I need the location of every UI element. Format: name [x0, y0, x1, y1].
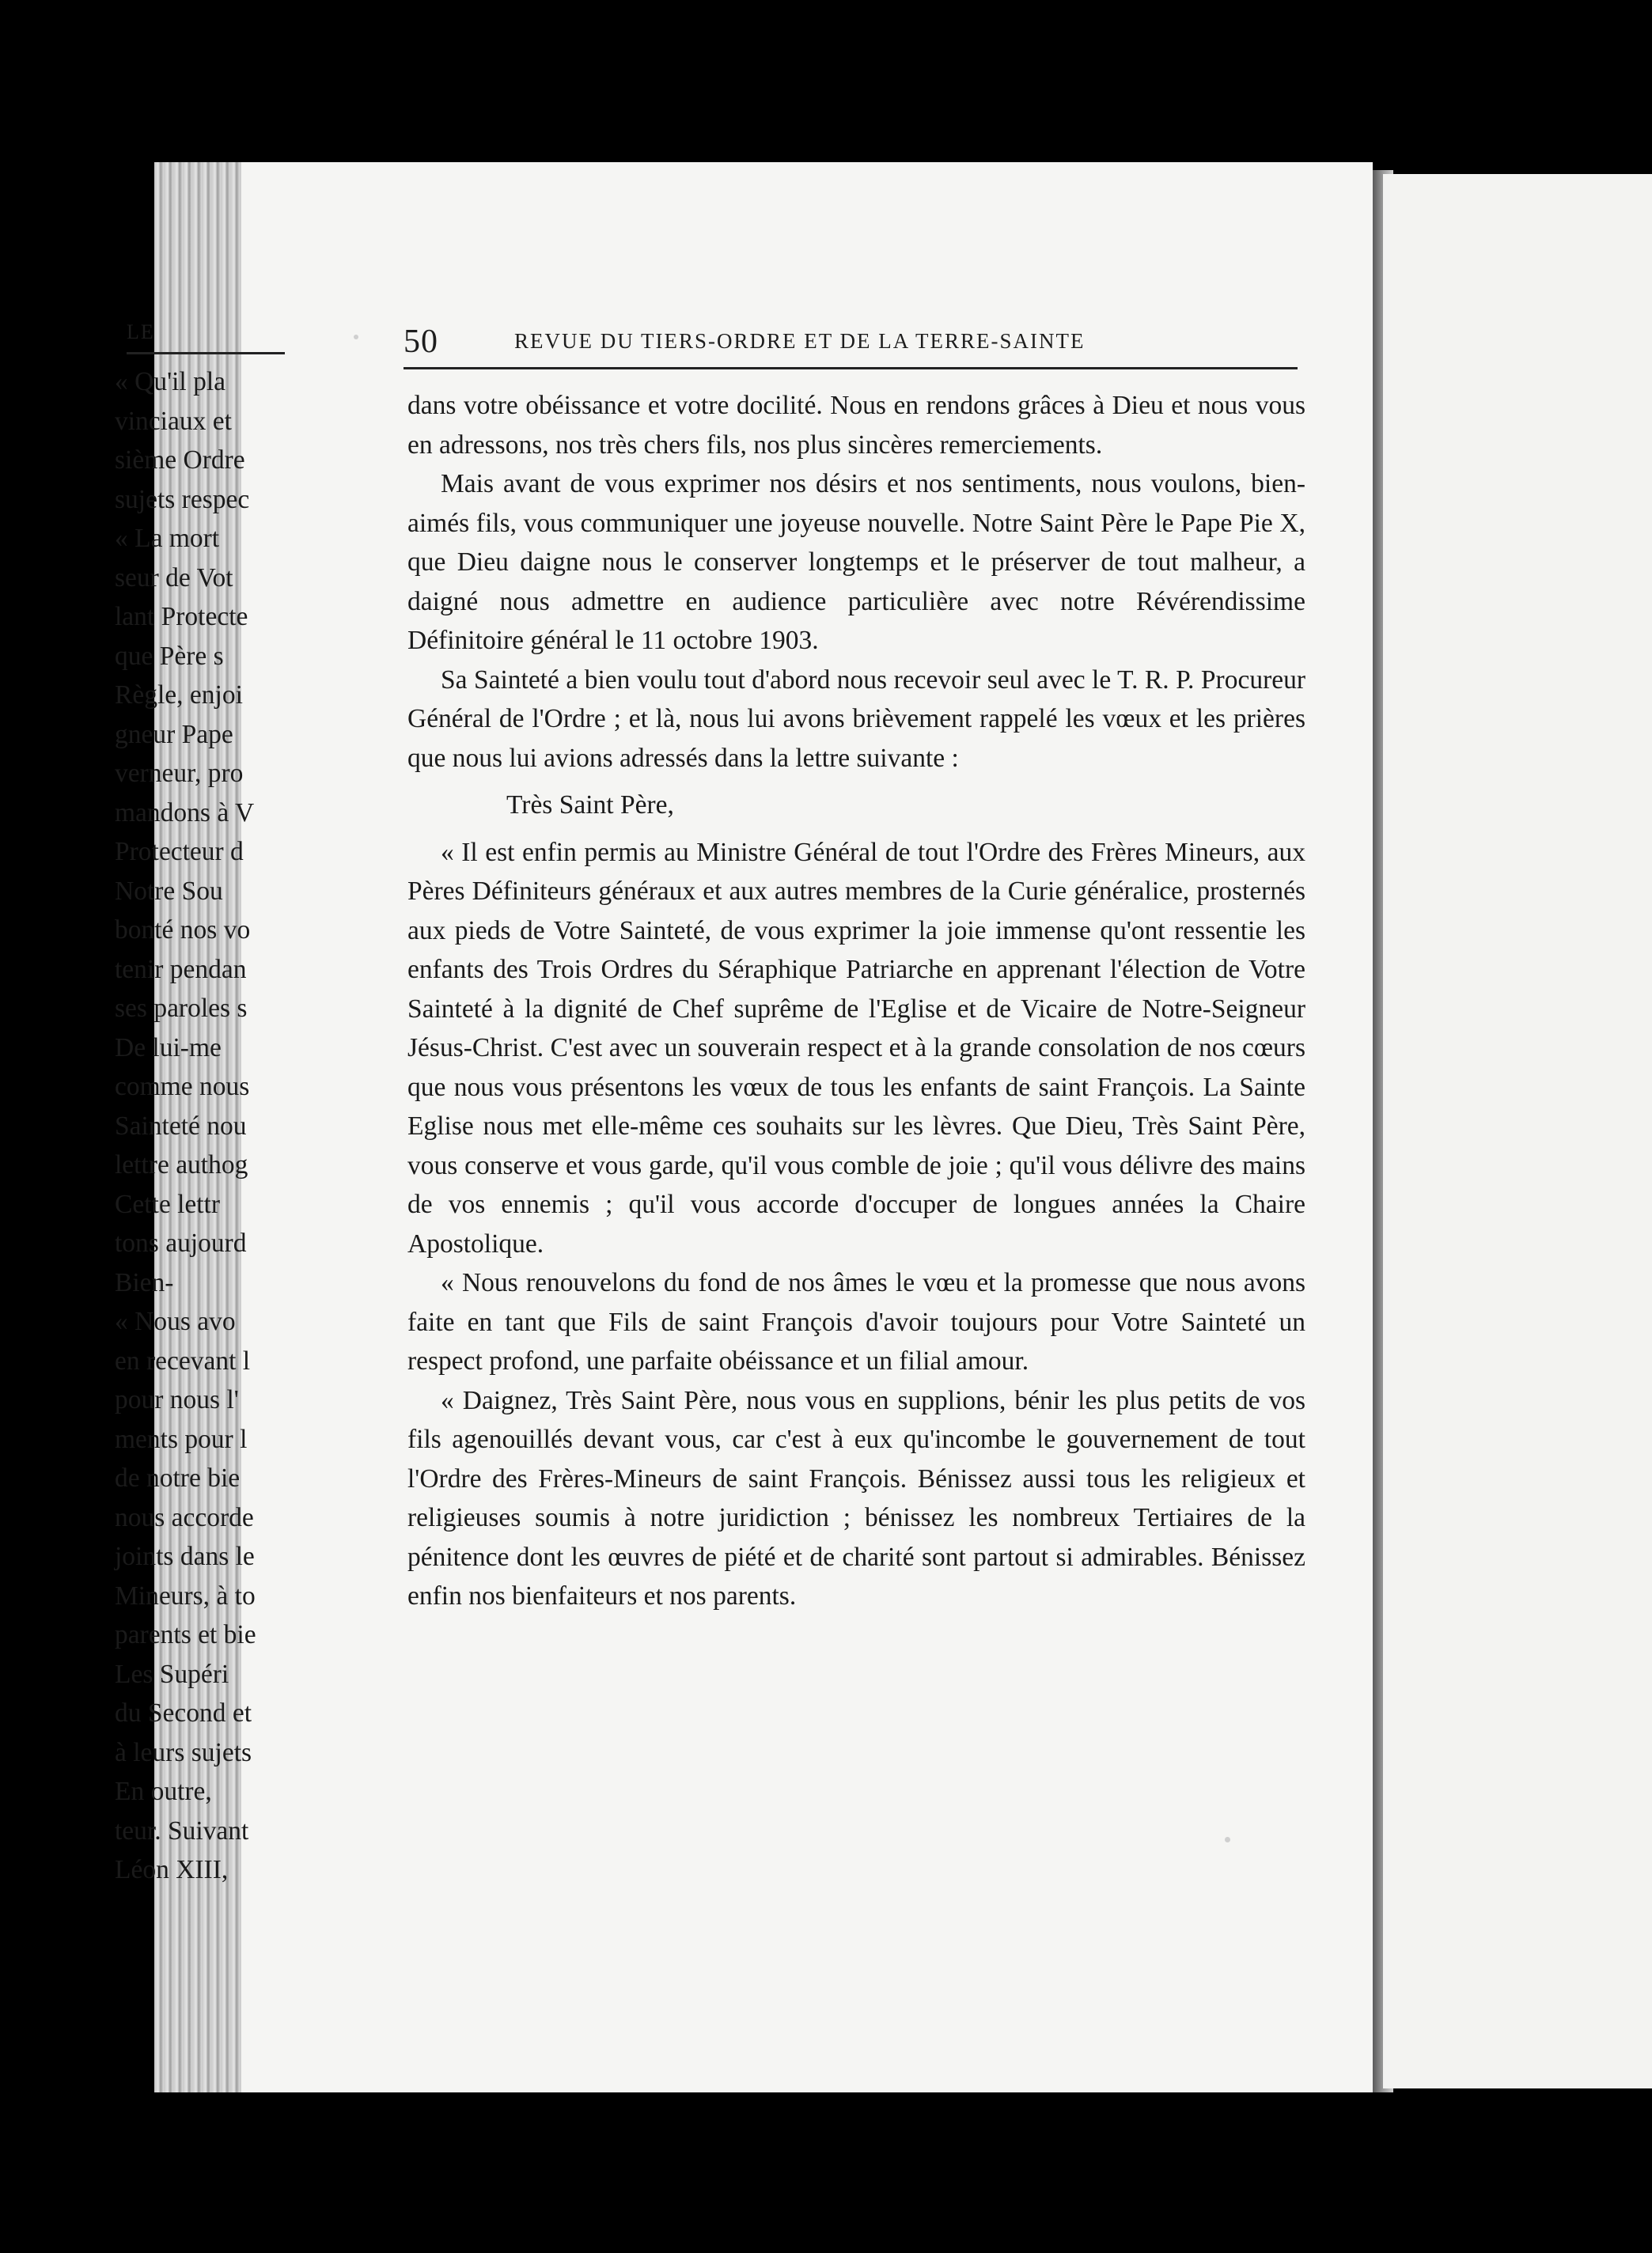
facing-page-line: Cette lettr — [115, 1189, 221, 1219]
facing-page-line: tons aujourd — [115, 1229, 247, 1258]
facing-page-line: ses paroles s — [115, 994, 248, 1023]
facing-page-text — [115, 362, 431, 1890]
facing-page-line: parents et bie — [115, 1620, 256, 1649]
facing-page-line: « La mort — [115, 524, 220, 553]
facing-page-line: vinciaux et — [115, 406, 232, 436]
paragraph: « Nous renouvelons du fond de nos âmes le vœu et la promesse que nous avons faite en tant que Fils de saint François d'avoir toujours pour Votre Sainteté un respect profond, une parfaite obéissance et un filial amour. — [407, 1268, 1305, 1376]
facing-page-line: gneur Pape — [115, 719, 233, 749]
right-page — [1383, 174, 1652, 2088]
facing-page-line: sième Ordre — [115, 445, 245, 475]
facing-page-line: De lui-me — [115, 1032, 222, 1062]
running-title: REVUE DU TIERS-ORDRE ET DE LA TERRE-SAINTE — [514, 329, 1086, 353]
facing-page-line: bonté nos vo — [115, 915, 251, 945]
letter-salutation: Très Saint Père, — [506, 790, 674, 820]
page-header — [404, 323, 1298, 369]
facing-page-line: tenir pendan — [115, 954, 247, 984]
facing-page-line: Protecteur d — [115, 837, 244, 866]
facing-page-line: nous accorde — [115, 1502, 254, 1532]
paragraph: dans votre obéissance et votre docilité. Nous en rendons grâces à Dieu et nous vous en adressons, nos très chers fils, nos plus sincères remerciements. — [407, 391, 1305, 460]
facing-page-line: Notre Sou — [115, 876, 223, 906]
paragraph: Mais avant de vous exprimer nos désirs et nos sentiments, nous voulons, bien-aimés fils, vous communiquer une joyeuse nouvelle. Notre Saint Père le Pape Pie X, que Dieu daigne nous le conserver longtemps et le préserver de tout malheur, a daigné nous admettre en audience particulière avec notre Révérendissime Définitoire général le 11 octobre 1903. — [407, 469, 1305, 655]
facing-page-line: sujets respec — [115, 484, 250, 514]
facing-page-line: en recevant l — [115, 1346, 251, 1376]
facing-page-line: « Nous avo — [115, 1307, 236, 1336]
facing-page-line: à leurs sujets — [115, 1737, 252, 1767]
facing-page-line: du Second et — [115, 1698, 252, 1728]
facing-page-line: que Père s — [115, 641, 224, 671]
facing-page-line: Léon XIII, — [115, 1855, 229, 1884]
facing-page-line: Les Supéri — [115, 1659, 229, 1689]
facing-page-line: joints dans le — [115, 1542, 255, 1571]
facing-page-line: Bien- — [115, 1267, 174, 1297]
facing-page-line: lettre authog — [115, 1150, 248, 1180]
facing-page-line: Mineurs, à to — [115, 1581, 256, 1611]
facing-page-line: teur. Suivant — [115, 1816, 249, 1846]
facing-page-line: comme nous — [115, 1072, 250, 1101]
print-speck — [354, 335, 358, 339]
paragraph: Sa Sainteté a bien voulu tout d'abord nous recevoir seul avec le T. R. P. Procureur Général de l'Ordre ; et là, nous lui avons brièvement rappelé les vœux et les prières que nous lui avions adressés dans la lettre suivante : — [407, 665, 1305, 773]
page-number: 50 — [404, 324, 438, 360]
facing-page-line: En outre, — [115, 1777, 212, 1806]
facing-page-line: pour nous l' — [115, 1385, 239, 1414]
print-speck — [1225, 1837, 1230, 1842]
facing-page-line: verneur, pro — [115, 759, 244, 788]
paragraph: « Il est enfin permis au Ministre Général de tout l'Ordre des Frères Mineurs, aux Pères Définiteurs généraux et aux autres membres de la Curie généralice, prosternés aux pieds de Votre Sainteté, de vous exprimer la joie immense qu'ont ressentie les enfants des Trois Ordres du Séraphique Patriarche en apprenant l'élection de Votre Sainteté à la dignité de Chef suprême de l'Eglise et de Vicaire de Notre-Seigneur Jésus-Christ. C'est avec un souverain respect et à la grande consolation de nos cœurs que nous vous présentons les vœux de tous les enfants de saint François. La Sainte Eglise nous met elle-même ces souhaits sur les lèvres. Que Dieu, Très Saint Père, vous conserve et vous garde, qu'il vous comble de joie ; qu'il vous délivre des mains de vos ennemis ; qu'il vous accorde d'occuper de longues années la Chaire Apostolique. — [407, 837, 1305, 1259]
main-text — [407, 386, 1305, 1616]
facing-page-line: seur de Vot — [115, 562, 233, 593]
paragraph: « Daignez, Très Saint Père, nous vous en supplions, bénir les plus petits de vos fils agenouillés devant vous, car c'est à eux qu'incombe le gouvernement de tout l'Ordre des Frères-Mineurs de saint François. Bénissez aussi tous les religieux et religieuses soumis à notre juridiction ; bénissez les nombreux Tertiaires de la pénitence dont les œuvres de piété et de charité sont partout si admirables. Bénissez enfin nos bienfaiteurs et nos parents. — [407, 1385, 1305, 1611]
facing-page-line: de notre bie — [115, 1464, 241, 1493]
facing-page-line: mandons à V — [115, 797, 255, 827]
facing-page-line: Règle, enjoi — [115, 680, 243, 710]
facing-page-line: « Qu'il pla — [115, 367, 226, 396]
facing-page-header: LE — [127, 320, 285, 354]
facing-page-line: lant Protecte — [115, 602, 248, 631]
facing-page-line: ments pour l — [115, 1424, 248, 1454]
facing-page-line: Sainteté nou — [115, 1111, 247, 1141]
